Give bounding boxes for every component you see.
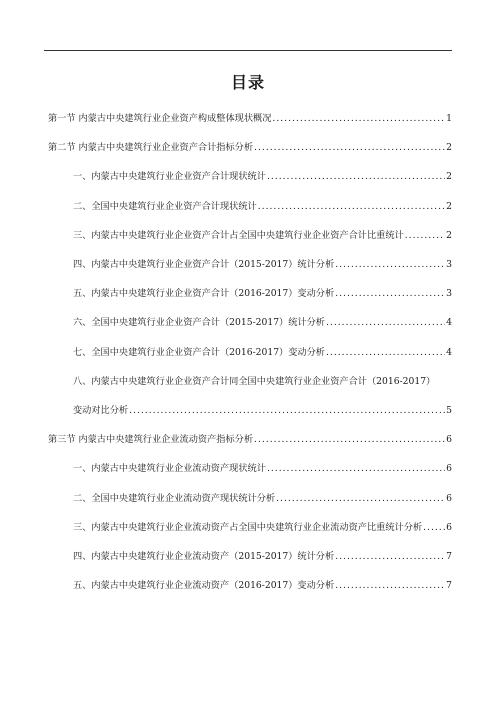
toc-page-number: 6 <box>446 463 452 475</box>
toc-leader-dots <box>335 259 445 270</box>
toc-entry[interactable] <box>73 460 452 474</box>
toc-page-number: 4 <box>446 346 452 358</box>
toc-entry[interactable] <box>73 490 452 504</box>
toc-page-number: 2 <box>446 171 452 183</box>
toc-entry-text: 七、全国中央建筑行业企业资产合计（2016-2017）变动分析 <box>73 346 325 358</box>
toc-entry[interactable] <box>73 285 452 299</box>
toc-entry-text: 三、内蒙古中央建筑行业企业流动资产占全国中央建筑行业企业流动资产比重统计分析 <box>73 521 423 533</box>
toc-page-number: 3 <box>446 288 452 300</box>
toc-entry-text: 八、内蒙古中央建筑行业企业资产合计同全国中央建筑行业企业资产合计（2016-2017） <box>73 375 436 387</box>
toc-page-number: 7 <box>446 551 452 562</box>
toc-page-number: 6 <box>446 492 452 504</box>
toc-page-number: 7 <box>446 580 452 592</box>
toc-page-number: 5 <box>446 405 452 416</box>
toc-entry[interactable] <box>73 402 452 416</box>
toc-entry[interactable] <box>73 519 452 533</box>
toc-entry-text: 五、内蒙古中央建筑行业企业流动资产（2016-2017）变动分析 <box>73 580 335 592</box>
toc-entry-text: 二、全国中央建筑行业企业资产合计现状统计 <box>73 200 257 212</box>
page-title: 目录 <box>230 73 265 92</box>
toc-page-number: 4 <box>446 317 452 329</box>
toc-leader-dots <box>254 434 445 445</box>
toc-page-number: 6 <box>446 521 452 533</box>
toc-page-number: 3 <box>446 259 452 270</box>
toc-entry-text: 变动对比分析 <box>73 405 129 416</box>
toc-page-number: 2 <box>446 200 452 212</box>
toc-leader-dots <box>272 113 445 124</box>
toc-page-number: 1 <box>446 113 452 124</box>
toc-entry-text: 四、内蒙古中央建筑行业企业流动资产（2015-2017）统计分析 <box>73 551 335 562</box>
toc-entry-text: 二、全国中央建筑行业企业流动资产现状统计分析 <box>73 492 276 504</box>
toc-leader-dots <box>276 493 445 504</box>
toc-entry-text: 四、内蒙古中央建筑行业企业资产合计（2015-2017）统计分析 <box>73 259 335 270</box>
toc-entry[interactable] <box>73 344 452 358</box>
toc-entry-text: 五、内蒙古中央建筑行业企业资产合计（2016-2017）变动分析 <box>73 288 335 300</box>
toc-leader-dots <box>405 230 445 241</box>
toc-entry[interactable] <box>73 256 452 270</box>
toc-entry-text: 第一节 内蒙古中央建筑行业企业资产构成整体现状概况 <box>48 113 272 124</box>
toc-entry[interactable] <box>48 110 452 124</box>
toc-page-number: 2 <box>446 142 452 154</box>
toc-page-number: 2 <box>446 229 452 241</box>
toc-entry[interactable] <box>48 431 452 445</box>
toc-leader-dots <box>267 463 445 474</box>
toc-entry-text: 六、全国中央建筑行业企业资产合计（2015-2017）统计分析 <box>73 317 325 329</box>
toc-page-number: 6 <box>446 434 452 446</box>
toc-entry[interactable] <box>73 373 452 387</box>
toc-entry-text: 第三节 内蒙古中央建筑行业企业流动资产指标分析 <box>48 434 254 446</box>
toc-entry[interactable] <box>73 227 452 241</box>
header-rule <box>44 50 452 51</box>
toc-leader-dots <box>129 405 445 416</box>
toc-leader-dots <box>335 288 445 299</box>
toc-leader-dots <box>326 317 445 328</box>
toc-entry[interactable] <box>73 168 452 182</box>
toc-entry[interactable] <box>73 548 452 562</box>
toc-entry-text: 三、内蒙古中央建筑行业企业资产合计占全国中央建筑行业企业资产合计比重统计 <box>73 229 404 241</box>
toc-entry-text: 第二节 内蒙古中央建筑行业企业资产合计指标分析 <box>48 142 254 154</box>
toc-entry-text: 一、内蒙古中央建筑行业企业资产合计现状统计 <box>73 171 266 183</box>
toc-leader-dots <box>423 522 445 533</box>
toc-entry-text: 一、内蒙古中央建筑行业企业流动资产现状统计 <box>73 463 266 475</box>
toc-leader-dots <box>326 347 445 358</box>
toc-entry[interactable] <box>48 139 452 153</box>
toc-leader-dots <box>258 201 445 212</box>
toc-leader-dots <box>335 580 445 591</box>
toc-leader-dots <box>267 171 445 182</box>
toc-leader-dots <box>254 142 445 153</box>
toc-leader-dots <box>335 551 445 562</box>
toc-entry[interactable] <box>73 198 452 212</box>
toc-entry[interactable] <box>73 577 452 591</box>
toc-entry[interactable] <box>73 314 452 328</box>
